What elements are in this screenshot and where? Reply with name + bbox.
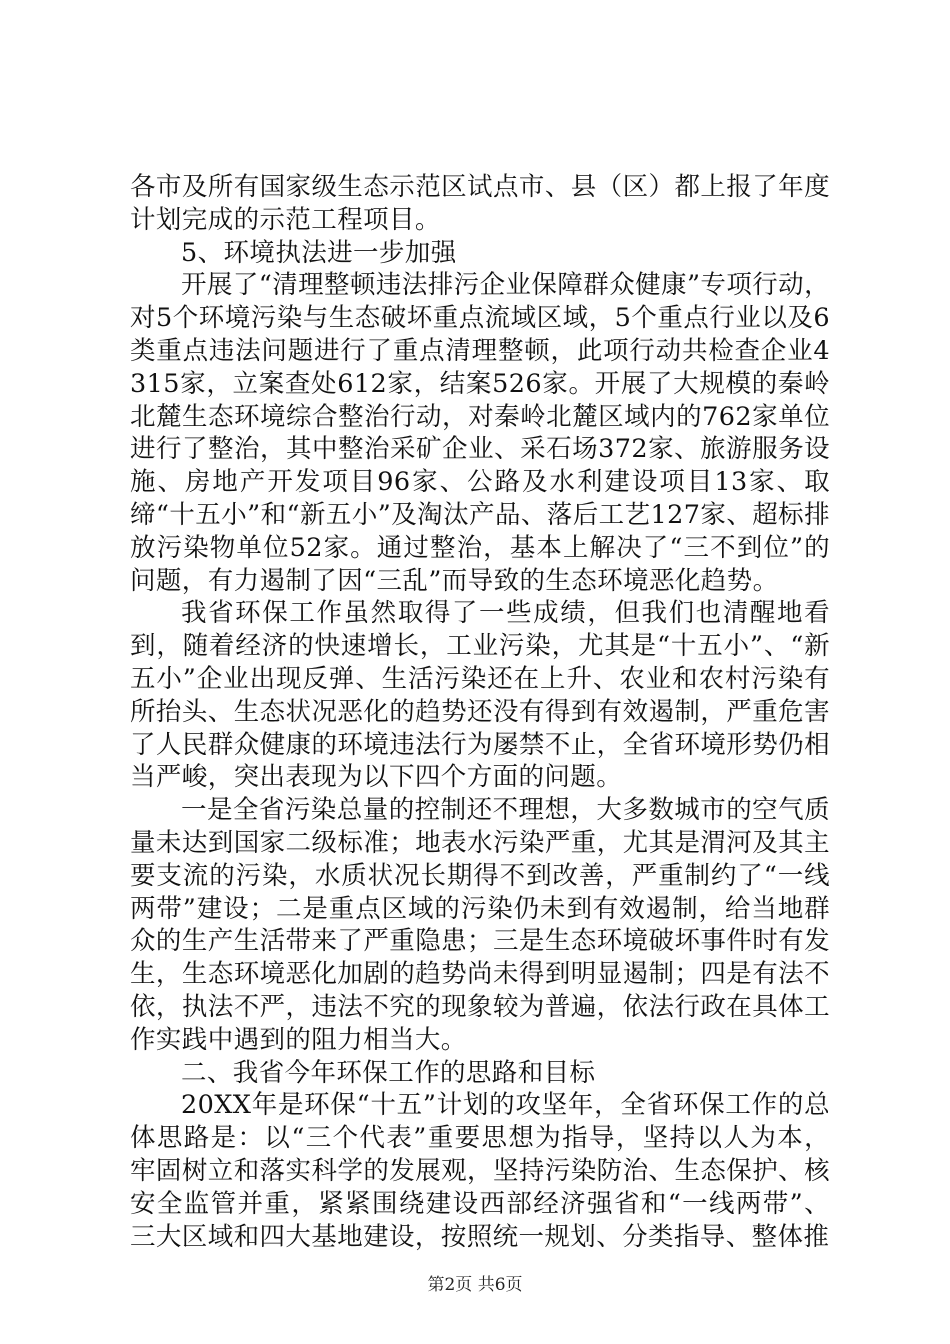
page-footer — [0, 1274, 950, 1296]
paragraph-four-problems: 一是全省污染总量的控制还不理想，大多数城市的空气质量未达到国家二级标准；地表水污染严重，尤其是渭河及其主要支流的污染，水质状况长期得不到改善，严重制约了“一线两带”建设；二是重点区域的污染仍未到有效遏制，给当地群众的生产生活带来了严重隐患；三是生态环境破坏事件时有发生，生态环境恶化加剧的趋势尚未得到明显遏制；四是有法不依，执法不严，违法不究的现象较为普遍，依法行政在具体工作实践中遇到的阻力相当大。 — [130, 795, 830, 1055]
section-heading-goals: 二、我省今年环保工作的思路和目标 — [181, 1057, 596, 1088]
document-body — [130, 171, 830, 1253]
paragraph-problems-overview: 我省环保工作虽然取得了一些成绩，但我们也清醒地看到，随着经济的快速增长，工业污染，尤其是“十五小”、“新五小”企业出现反弹、生活污染还在上升、农业和农村污染有所抬头、生态状况恶化的趋势还没有得到有效遏制，严重危害了人民群众健康的环境违法行为屡禁不止，全省环境形势仍相当严峻，突出表现为以下四个方面的问题。 — [130, 598, 830, 793]
paragraph-continued: 各市及所有国家级生态示范区试点市、县（区）都上报了年度计划完成的示范工程项目。 — [130, 172, 830, 235]
paragraph-enforcement-actions: 开展了“清理整顿违法排污企业保障群众健康”专项行动，对5个环境污染与生态破坏重点流域区域，5个重点行业以及6类重点违法问题进行了重点清理整顿，此项行动共检查企业4315家，立案查处612家，结案526家。开展了大规模的秦岭北麓生态环境综合整治行动，对秦岭北麓区域内的762家单位进行了整治，其中整治采矿企业、采石场372家、旅游服务设施、房地产开发项目96家、公路及水利建设项目13家、取缔“十五小”和“新五小”及淘汰产品、落后工艺127家、超标排放污染物单位52家。通过整治，基本上解决了“三不到位”的问题，有力遏制了因“三乱”而导致的生态环境恶化趋势。 — [130, 270, 830, 596]
paragraph-general-approach: 20XX年是环保“十五”计划的攻坚年，全省环保工作的总体思路是：以“三个代表”重要思想为指导，坚持以人为本，牢固树立和落实科学的发展观，坚持污染防治、生态保护、核安全监管并重，紧紧围绕建设西部经济强省和“一线两带”、三大区域和四大基地建设，按照统一规划、分类指导、整体推 — [130, 1090, 830, 1252]
page-number-label: 第2页 共6页 — [427, 1275, 523, 1295]
section-heading-enforcement: 5、环境执法进一步加强 — [181, 237, 457, 268]
